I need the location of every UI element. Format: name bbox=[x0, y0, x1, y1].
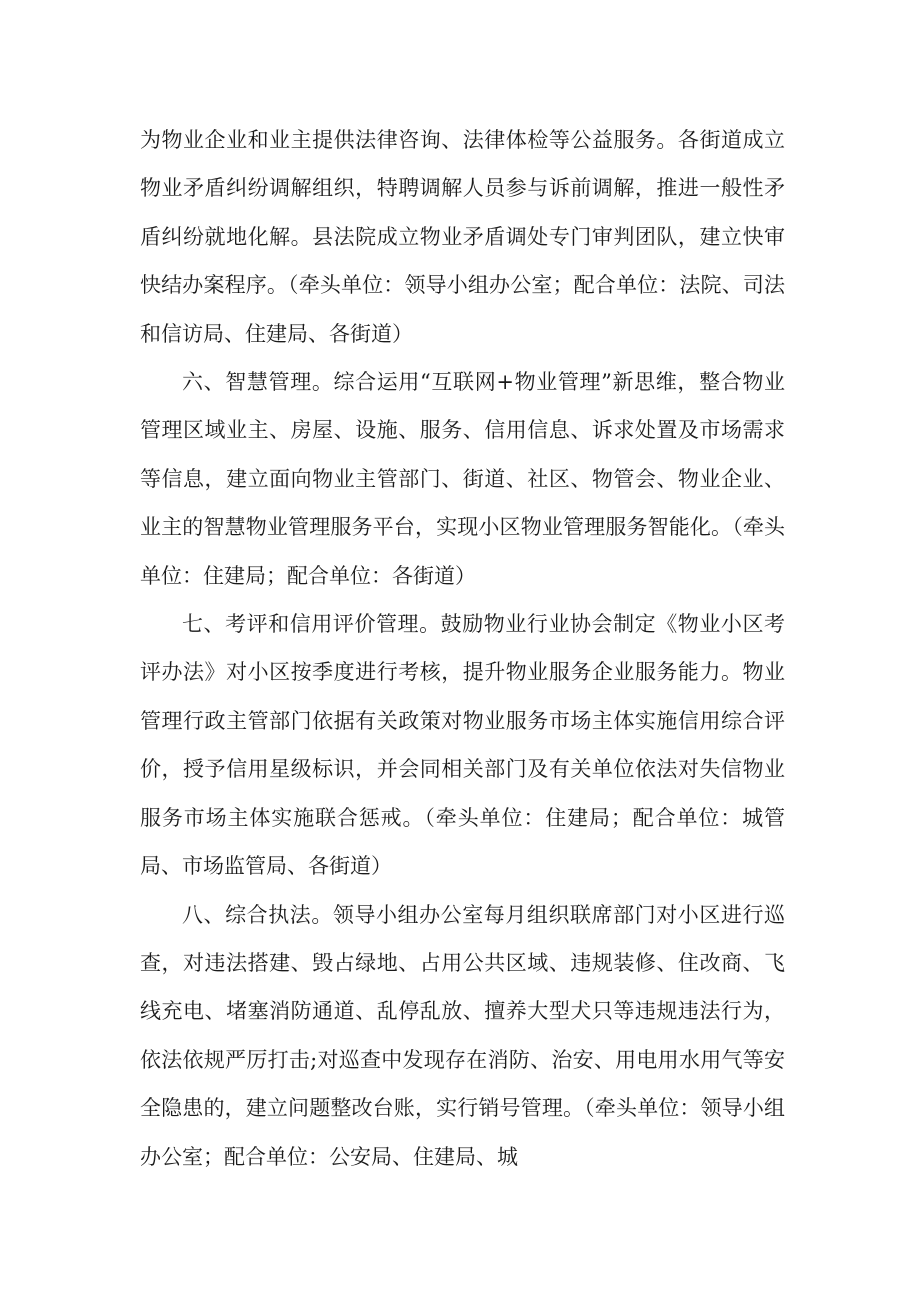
paragraph-smart-management: 六、智慧管理。综合运用“互联网+物业管理”新思维，整合物业管理区域业主、房屋、设施、服务、信用信息、诉求处置及市场需求等信息，建立面向物业主管部门、街道、社区、物管会、物业企业、业主的智慧物业管理服务平台，实现小区物业管理服务智能化。（牵头单位：住建局；配合单位：各街道） bbox=[140, 370, 785, 588]
document-body bbox=[140, 116, 785, 1181]
paragraph-comprehensive-enforcement: 八、综合执法。领导小组办公室每月组织联席部门对小区进行巡查，对违法搭建、毁占绿地、占用公共区域、违规装修、住改商、飞线充电、堵塞消防通道、乱停乱放、擅养大型犬只等违规违法行为，依法依规严厉打击;对巡查中发现存在消防、治安、用电用水用气等安全隐患的，建立问题整改台账，实行销号管理。（牵头单位：领导小组办公室；配合单位：公安局、住建局、城 bbox=[140, 902, 785, 1169]
paragraph-credit-evaluation: 七、考评和信用评价管理。鼓励物业行业协会制定《物业小区考评办法》对小区按季度进行考核，提升物业服务企业服务能力。物业管理行政主管部门依据有关政策对物业服务市场主体实施信用综合评价，授予信用星级标识，并会同相关部门及有关单位依法对失信物业服务市场主体实施联合惩戒。（牵头单位：住建局；配合单位：城管局、市场监管局、各街道） bbox=[140, 612, 785, 879]
paragraph-legal-services: 为物业企业和业主提供法律咨询、法律体检等公益服务。各街道成立物业矛盾纠纷调解组织，特聘调解人员参与诉前调解，推进一般性矛盾纠纷就地化解。县法院成立物业矛盾调处专门审判团队，建立快审快结办案程序。（牵头单位：领导小组办公室；配合单位：法院、司法和信访局、住建局、各街道） bbox=[140, 128, 785, 346]
